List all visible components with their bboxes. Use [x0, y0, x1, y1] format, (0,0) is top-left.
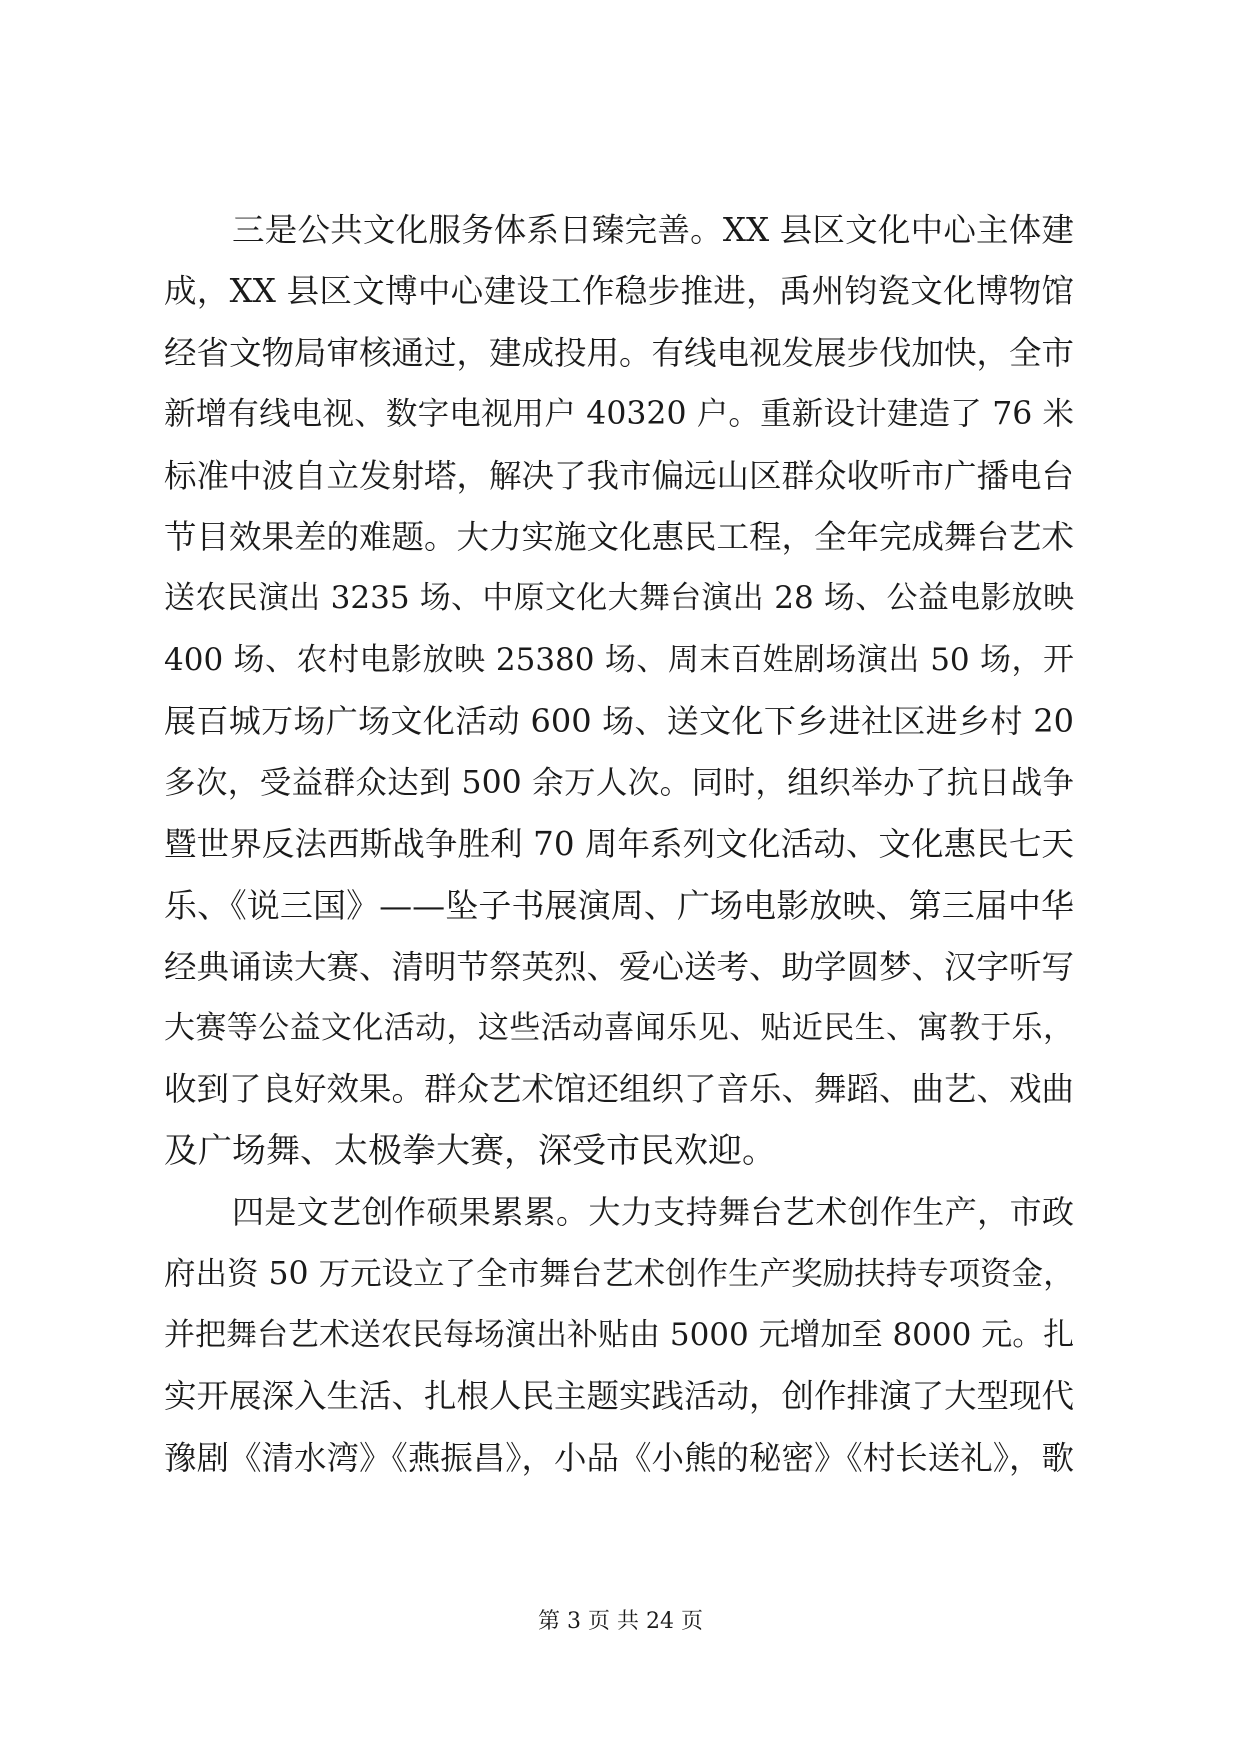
- paragraph-line: 及广场舞、太极拳大赛，深受市民欢迎。: [164, 1130, 776, 1171]
- paragraph-line: 并把舞台艺术送农民每场演出补贴由 5000 元增加至 8000 元。扎: [164, 1317, 1075, 1354]
- paragraph-line: 新增有线电视、数字电视用户 40320 户。重新设计建造了 76 米: [164, 396, 1074, 433]
- paragraph-line: 节目效果差的难题。大力实施文化惠民工程，全年完成舞台艺术: [164, 517, 1075, 556]
- paragraph-2: [164, 1182, 1074, 1489]
- paragraph-line: 经典诵读大赛、清明节祭英烈、爱心送考、助学圆梦、汉字听写: [164, 947, 1075, 986]
- paragraph-line: 府出资 50 万元设立了全市舞台艺术创作生产奖励扶持专项资金，: [164, 1255, 1075, 1292]
- paragraph-1: [164, 200, 1074, 1182]
- paragraph-line: 收到了良好效果。群众艺术馆还组织了音乐、舞蹈、曲艺、戏曲: [164, 1070, 1075, 1109]
- paragraph-line: 多次，受益群众达到 500 余万人次。同时，组织举办了抗日战争: [164, 764, 1074, 801]
- paragraph-line: 实开展深入生活、扎根人民主题实践活动，创作排演了大型现代: [164, 1377, 1075, 1416]
- page-number-footer: 第 3 页 共 24 页: [538, 1609, 703, 1634]
- paragraph-line: 大赛等公益文化活动，这些活动喜闻乐见、贴近民生、寓教于乐，: [164, 1010, 1074, 1047]
- document-body: [164, 200, 1074, 1489]
- paragraph-line: 送农民演出 3235 场、中原文化大舞台演出 28 场、公益电影放映: [164, 580, 1074, 617]
- paragraph-line: 三是公共文化服务体系日臻完善。XX 县区文化中心主体建: [232, 211, 1074, 249]
- paragraph-line: 展百城万场广场文化活动 600 场、送文化下乡进社区进乡村 20: [164, 702, 1074, 741]
- paragraph-line: 标准中波自立发射塔，解决了我市偏远山区群众收听市广播电台: [164, 456, 1075, 495]
- paragraph-line: 乐、《说三国》——坠子书展演周、广场电影放映、第三届中华: [164, 886, 1074, 926]
- paragraph-line: 经省文物局审核通过，建成投用。有线电视发展步伐加快，全市: [164, 333, 1075, 372]
- paragraph-line: 豫剧《清水湾》《燕振昌》，小品《小熊的秘密》《村长送礼》，歌: [164, 1438, 1075, 1477]
- paragraph-line: 暨世界反法西斯战争胜利 70 周年系列文化活动、文化惠民七天: [164, 824, 1074, 863]
- paragraph-line: 400 场、农村电影放映 25380 场、周末百姓剧场演出 50 场，开: [164, 641, 1074, 678]
- paragraph-line: 成，XX 县区文博中心建设工作稳步推进，禹州钧瓷文化博物馆: [164, 272, 1074, 311]
- paragraph-line: 四是文艺创作硕果累累。大力支持舞台艺术创作生产，市政: [232, 1193, 1074, 1232]
